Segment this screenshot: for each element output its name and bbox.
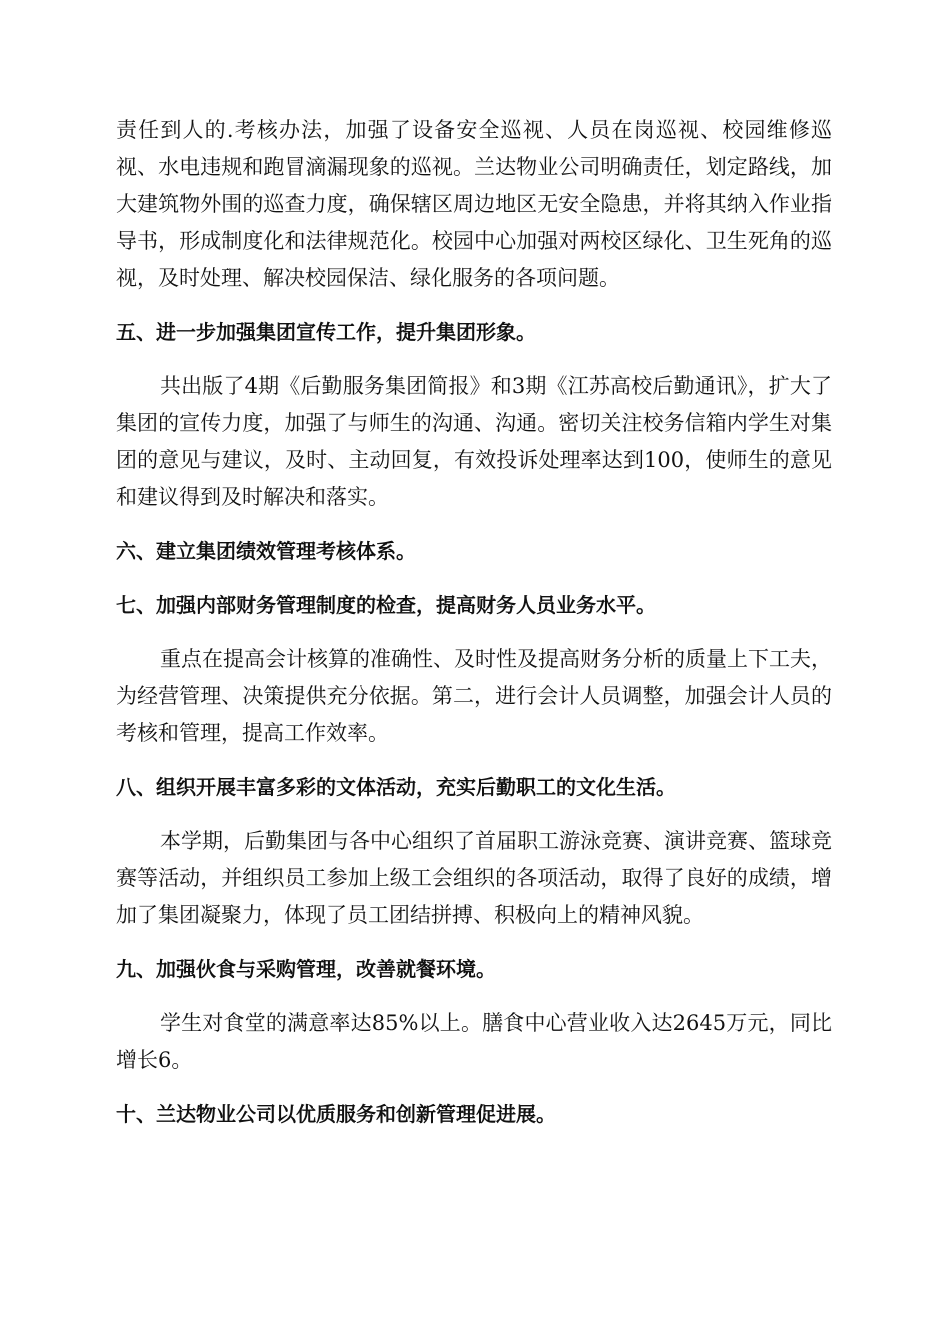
paragraph-activities: 本学期，后勤集团与各中心组织了首届职工游泳竞赛、演讲竞赛、篮球竞赛等活动，并组织员工参加上级工会组织的各项活动，取得了良好的成绩，增加了集团凝聚力，体现了员工团结拼搏、积极向上的精神风貌。 [116, 829, 832, 927]
paragraph-catering: 学生对食堂的满意率达85%以上。膳食中心营业收入达2645万元，同比增长6。 [116, 1011, 832, 1072]
heading-section-8: 八、组织开展丰富多彩的文体活动，充实后勤职工的文化生活。 [116, 775, 676, 799]
heading-section-6: 六、建立集团绩效管理考核体系。 [116, 539, 416, 563]
document-page [116, 112, 832, 1133]
paragraph-patrol: 责任到人的.考核办法，加强了设备安全巡视、人员在岗巡视、校园维修巡视、水电违规和跑冒滴漏现象的巡视。兰达物业公司明确责任，划定路线，加大建筑物外围的巡查力度，确保辖区周边地区无安全隐患，并将其纳入作业指导书，形成制度化和法律规范化。校园中心加强对两校区绿化、卫生死角的巡视，及时处理、解决校园保洁、绿化服务的各项问题。 [116, 118, 832, 290]
heading-section-5: 五、进一步加强集团宣传工作，提升集团形象。 [116, 320, 536, 344]
heading-section-10: 十、兰达物业公司以优质服务和创新管理促进展。 [116, 1102, 556, 1126]
paragraph-finance: 重点在提高会计核算的准确性、及时性及提高财务分析的质量上下工夫，为经营管理、决策提供充分依据。第二，进行会计人员调整，加强会计人员的考核和管理，提高工作效率。 [116, 647, 832, 745]
paragraph-publicity: 共出版了4期《后勤服务集团简报》和3期《江苏高校后勤通讯》，扩大了集团的宣传力度，加强了与师生的沟通、沟通。密切关注校务信箱内学生对集团的意见与建议，及时、主动回复，有效投诉处理率达到100，使师生的意见和建议得到及时解决和落实。 [116, 374, 832, 509]
heading-section-7: 七、加强内部财务管理制度的检查，提高财务人员业务水平。 [116, 593, 656, 617]
heading-section-9: 九、加强伙食与采购管理，改善就餐环境。 [116, 957, 496, 981]
